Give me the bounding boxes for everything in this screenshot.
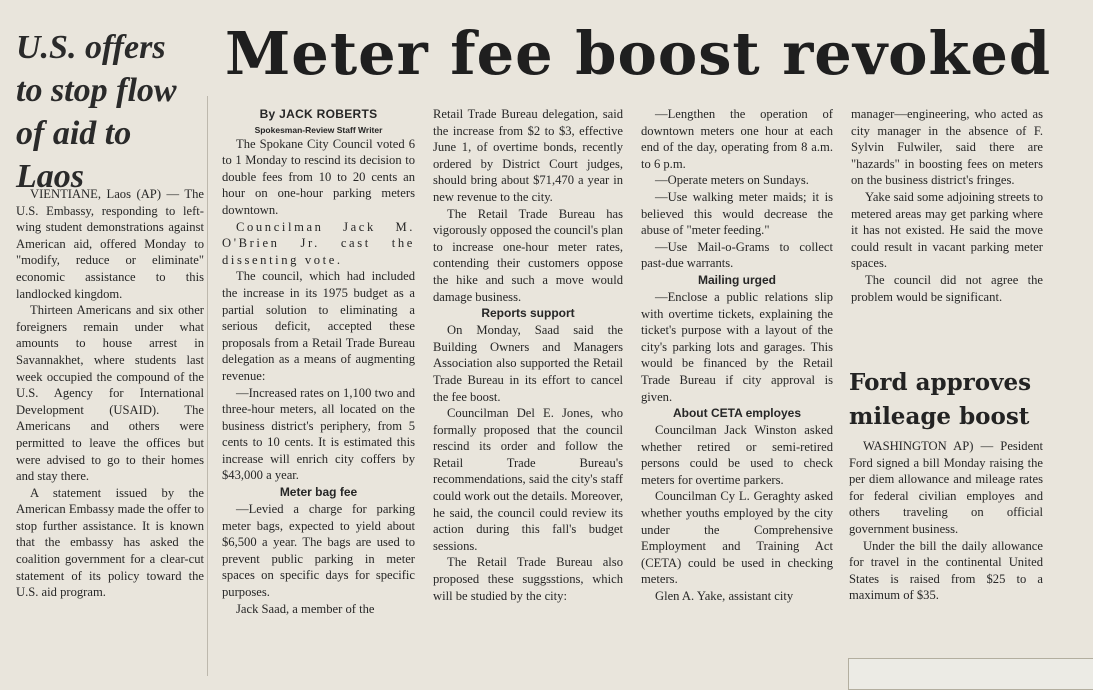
meter-paragraph: The Spokane City Council voted 6 to 1 Monday to rescind its decision to double fees from 10 to 20 cents an hour on one-hour parking meters downtown.: [222, 136, 415, 217]
byline: By JACK ROBERTS: [259, 107, 378, 121]
laos-paragraph: A statement issued by the American Embassy made the offer to stop further assistance. It is known that the embassy has asked the coalition government for a clear-cut statement of its policy toward the U.S. aid program.: [16, 485, 204, 600]
meter-paragraph: On Monday, Saad said the Building Owners and Managers Association also supported the Retail Trade Bureau in its effort to cancel the fee boost.: [433, 323, 623, 404]
subhead-reports-support: Reports support: [481, 306, 575, 321]
meter-paragraph: Councilman Jack M. O'Brien Jr. cast the dissenting vote.: [222, 219, 415, 267]
laos-headline: [16, 26, 198, 198]
meter-paragraph: The council, which had included the increase in its 1975 budget as a partial solution to eliminating a serious deficit, accepted these proposals from a Retail Trade Bureau delegation as a means of augmenting revenue:: [222, 269, 415, 383]
meter-paragraph: —Use Mail-o-Grams to collect past-due warrants.: [641, 239, 833, 271]
subhead-mailing-urged: Mailing urged: [698, 272, 776, 287]
ford-story: [849, 366, 1043, 604]
meter-paragraph: The council did not agree the problem would be significant.: [851, 272, 1043, 304]
meter-paragraph: Glen A. Yake, assistant city: [655, 589, 794, 604]
ford-headline-line: mileage boost: [849, 403, 1030, 430]
subhead-ceta: About CETA employes: [672, 406, 801, 421]
meter-paragraph: Retail Trade Bureau delegation, said the increase from $2 to $3, effective June 1, of overtime bonds, recently ordered by District Court judges, should bring about $71,470 a year in new revenue to the city.: [433, 107, 623, 204]
laos-paragraph: VIENTIANE, Laos (AP) — The U.S. Embassy, responding to left-wing student demonstrations against American aid, offered Monday to "modify, reduce or eliminate" economic assistance to this landlocked kingdom.: [16, 187, 204, 301]
ford-paragraph: Under the bill the daily allowance for travel in the continental United States is raised from $25 to a maximum of $35.: [849, 538, 1043, 603]
meter-paragraph: The Retail Trade Bureau also proposed these suggsstions, which will be studied by the city:: [433, 555, 623, 603]
meter-paragraph: Jack Saad, a member of the: [236, 601, 375, 616]
meter-col-2: [433, 106, 623, 604]
meter-paragraph: —Enclose a public relations slip with overtime tickets, explaining the ticket's purpose with a layout of the city's parking lots and garages. This would be financed by the Retail Trade Bureau if city approval is given.: [641, 289, 833, 404]
meter-paragraph: Councilman Cy L. Geraghty asked whether youths employed by the city under the Comprehensive Employment and Training Act (CETA) could be used in checking meters.: [641, 489, 833, 587]
meter-paragraph: —Lengthen the operation of downtown meters one hour at each end of the day, operating from 8 a.m. to 6 p.m.: [641, 107, 833, 171]
laos-headline-line: of aid to Laos: [16, 115, 132, 195]
meter-paragraph: Councilman Del E. Jones, who formally proposed that the council rescind its order and follow the Retail Trade Bureau's recommendations, said the city's staff could work out the details. Moreover, he said, the council could review its action during this fall's budget sessions.: [433, 406, 623, 553]
meter-paragraph: The Retail Trade Bureau has vigorously opposed the council's plan to increase one-hour meter rates, contending their customers oppose the hike and such a move would damage business.: [433, 206, 623, 304]
meter-paragraph: Councilman Jack Winston asked whether retired or semi-retired persons could be used to check meters for overtime parkers.: [641, 423, 833, 487]
laos-paragraph: Thirteen Americans and six other foreigners remain under what amounts to house arrest in Savannakhet, where students last week occupied the compound of the U.S. Agency for International Development (USAID). The Americans and others were permitted to leave the offices but were advised to go to their homes and stay there.: [16, 303, 204, 484]
subhead-meter-bag: Meter bag fee: [279, 485, 358, 500]
meter-paragraph: —Use walking meter maids; it is believed this would decrease the abuse of "meter feeding.": [641, 189, 833, 238]
meter-paragraph: Yake said some adjoining streets to metered areas may get parking where it has not existed. He said the move could result in vacant parking meter spaces.: [851, 189, 1043, 271]
meter-col-3: [641, 106, 833, 605]
meter-paragraph: —Operate meters on Sundays.: [655, 173, 809, 188]
meter-headline: Meter fee boost revoked: [225, 19, 1052, 88]
column-divider: [207, 96, 208, 676]
byline-title: Spokesman-Review Staff Writer: [254, 124, 383, 135]
adjacent-box-edge: [848, 658, 1093, 690]
meter-paragraph: —Levied a charge for parking meter bags, expected to yield about $6,500 a year. The bags are used to prevent public parking in meter spaces on specific days for specific purposes.: [222, 502, 415, 600]
ford-headline: [849, 366, 1043, 434]
meter-paragraph: —Increased rates on 1,100 two and three-hour meters, all located on the business district's periphery, from 5 cents to 10 cents. It is estimated this increase will enrich city coffers by $43,000 a year.: [222, 385, 415, 483]
laos-story-body: [16, 186, 204, 601]
meter-col-1: [222, 106, 415, 617]
meter-col-4: [851, 106, 1043, 305]
ford-paragraph: WASHINGTON AP) — Pesident Ford signed a bill Monday raising the per diem allowance and mileage rates for federal civilian employes and others traveling on official government business.: [849, 439, 1043, 536]
meter-paragraph: manager—engineering, who acted as city manager in the absence of F. Sylvin Fulwiler, said there are "hazards" in boosting fees on meters on the business district's fringes.: [851, 107, 1043, 188]
laos-headline-line: U.S. offers: [16, 29, 166, 66]
laos-headline-line: to stop flow: [16, 72, 177, 109]
ford-headline-line: Ford approves: [849, 369, 1032, 396]
